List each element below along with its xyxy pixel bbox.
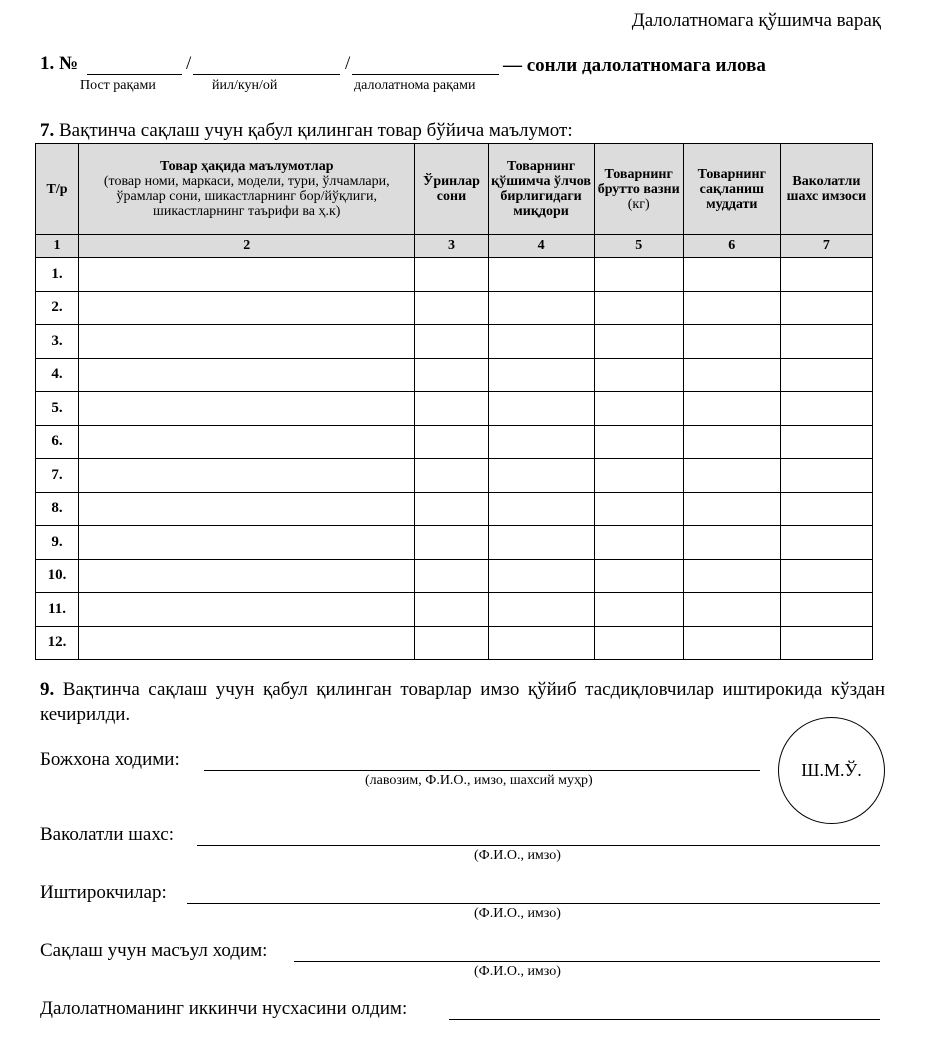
table-cell[interactable] — [683, 492, 780, 526]
separator: / — [345, 53, 351, 74]
col-number: 7 — [780, 235, 872, 258]
col-header-index: Т/р — [36, 144, 79, 235]
col-header-storage-period: Товарнинг сақланиш муддати — [683, 144, 780, 235]
table-cell[interactable] — [683, 325, 780, 359]
row-number: 1. — [36, 258, 79, 292]
table-cell[interactable] — [488, 291, 594, 325]
stamp-text: Ш.М.Ў. — [801, 760, 862, 780]
row-number: 10. — [36, 559, 79, 593]
table-cell[interactable] — [79, 593, 415, 627]
table-cell[interactable] — [415, 526, 488, 560]
table-cell[interactable] — [683, 459, 780, 493]
table-cell[interactable] — [780, 358, 872, 392]
separator: / — [186, 53, 192, 74]
col-header-gross-weight: Товарнинг брутто вазни (кг) — [594, 144, 683, 235]
customs-officer-label: Божхона ходими: — [40, 749, 180, 770]
page-header-title: Далолатномага қўшимча варақ — [631, 10, 881, 31]
table-cell[interactable] — [594, 392, 683, 426]
participants-hint: (Ф.И.О., имзо) — [474, 906, 561, 921]
table-cell[interactable] — [780, 291, 872, 325]
table-cell[interactable] — [683, 392, 780, 426]
row-number: 5. — [36, 392, 79, 426]
participants-label: Иштирокчилар: — [40, 882, 167, 903]
stamp-circle — [778, 717, 885, 824]
table-cell[interactable] — [79, 258, 415, 292]
row-number: 11. — [36, 593, 79, 627]
table-cell[interactable] — [594, 492, 683, 526]
authorized-person-label: Ваколатли шахс: — [40, 824, 175, 845]
table-cell[interactable] — [488, 258, 594, 292]
storage-officer-hint: (Ф.И.О., имзо) — [474, 964, 561, 979]
table-cell[interactable] — [780, 325, 872, 359]
item-number: 1. — [40, 53, 55, 74]
table-cell[interactable] — [79, 492, 415, 526]
section-9-number: 9. — [40, 679, 55, 700]
table-cell[interactable] — [415, 559, 488, 593]
table-cell[interactable] — [415, 626, 488, 660]
column-number-row — [36, 235, 873, 258]
row-number: 12. — [36, 626, 79, 660]
authorized-person-field[interactable] — [197, 845, 880, 846]
table-cell[interactable] — [488, 626, 594, 660]
section-7-text: Вақтинча сақлаш учун қабул қилинган товар бўйича маълумот: — [59, 120, 573, 141]
act-number-hint: далолатнома рақами — [354, 78, 476, 93]
table-cell[interactable] — [415, 459, 488, 493]
table-row — [36, 492, 873, 526]
row-number: 2. — [36, 291, 79, 325]
customs-officer-field[interactable] — [204, 770, 760, 771]
table-row — [36, 258, 873, 292]
table-cell[interactable] — [79, 559, 415, 593]
table-cell[interactable] — [488, 358, 594, 392]
customs-officer-hint: (лавозим, Ф.И.О., имзо, шахсий муҳр) — [365, 773, 593, 788]
table-row — [36, 559, 873, 593]
table-row — [36, 392, 873, 426]
table-cell[interactable] — [683, 358, 780, 392]
table-cell[interactable] — [488, 425, 594, 459]
date-hint: йил/кун/ой — [212, 78, 278, 93]
col-number: 3 — [415, 235, 488, 258]
row-number: 8. — [36, 492, 79, 526]
table-cell[interactable] — [683, 526, 780, 560]
table-cell[interactable] — [415, 425, 488, 459]
table-cell[interactable] — [594, 559, 683, 593]
table-row — [36, 626, 873, 660]
storage-officer-label: Сақлаш учун масъул ходим: — [40, 940, 268, 961]
section-9-text: Вақтинча сақлаш учун қабул қилинган товарлар имзо қўйиб тасдиқловчилар иштирокида кўздан кечирилди. — [40, 679, 886, 725]
row-number: 6. — [36, 425, 79, 459]
col-header-places: Ўринлар сони — [415, 144, 488, 235]
table-cell[interactable] — [415, 593, 488, 627]
table-cell[interactable] — [488, 526, 594, 560]
row-number: 9. — [36, 526, 79, 560]
col-header-signature: Ваколатли шахс имзоси — [780, 144, 872, 235]
table-cell[interactable] — [488, 325, 594, 359]
table-cell[interactable] — [683, 593, 780, 627]
table-cell[interactable] — [780, 626, 872, 660]
act-number-field[interactable] — [352, 74, 499, 75]
table-row — [36, 425, 873, 459]
date-field[interactable] — [193, 74, 340, 75]
authorized-person-hint: (Ф.И.О., имзо) — [474, 848, 561, 863]
table-row — [36, 459, 873, 493]
row-number: 7. — [36, 459, 79, 493]
col-number: 5 — [594, 235, 683, 258]
act-suffix-text: — сонли далолатномага илова — [503, 55, 766, 76]
table-cell[interactable] — [780, 559, 872, 593]
table-cell[interactable] — [683, 425, 780, 459]
table-cell[interactable] — [79, 459, 415, 493]
section-7-number: 7. — [40, 120, 55, 141]
table-cell[interactable] — [488, 392, 594, 426]
table-cell[interactable] — [79, 526, 415, 560]
table-cell[interactable] — [79, 291, 415, 325]
table-cell[interactable] — [594, 459, 683, 493]
row-number: 4. — [36, 358, 79, 392]
table-cell[interactable] — [488, 559, 594, 593]
participants-field[interactable] — [187, 903, 880, 904]
table-cell[interactable] — [488, 492, 594, 526]
table-cell[interactable] — [780, 425, 872, 459]
table-cell[interactable] — [488, 593, 594, 627]
table-cell[interactable] — [415, 392, 488, 426]
table-cell[interactable] — [594, 291, 683, 325]
second-copy-field[interactable] — [449, 1019, 880, 1020]
table-row — [36, 526, 873, 560]
table-cell[interactable] — [594, 593, 683, 627]
table-cell[interactable] — [780, 258, 872, 292]
table-cell[interactable] — [683, 559, 780, 593]
table-cell[interactable] — [594, 358, 683, 392]
table-cell[interactable] — [780, 526, 872, 560]
table-cell[interactable] — [415, 325, 488, 359]
table-cell[interactable] — [415, 358, 488, 392]
col-header-goods-info: Товар ҳақида маълумотлар (товар номи, маркаси, модели, тури, ўлчамлари, ўрамлар сони, шикастларнинг бор/йўқлиги, шикастларнинг таърифи ва ҳ.к) — [79, 144, 415, 235]
col-number: 2 — [79, 235, 415, 258]
post-number-hint: Пост рақами — [80, 78, 156, 93]
table-cell[interactable] — [683, 258, 780, 292]
table-cell[interactable] — [780, 459, 872, 493]
table-cell[interactable] — [415, 258, 488, 292]
table-cell[interactable] — [594, 325, 683, 359]
section-9-paragraph — [40, 677, 885, 727]
storage-officer-field[interactable] — [294, 961, 880, 962]
section-7-heading — [40, 120, 573, 142]
col-header-extra-unit: Товарнинг қўшимча ўлчов бирлигидаги миқдори — [488, 144, 594, 235]
table-cell[interactable] — [79, 425, 415, 459]
col-number: 1 — [36, 235, 79, 258]
number-sign: № — [59, 53, 79, 74]
table-cell[interactable] — [79, 392, 415, 426]
table-cell[interactable] — [780, 492, 872, 526]
table-cell[interactable] — [79, 626, 415, 660]
table-cell[interactable] — [415, 291, 488, 325]
table-cell[interactable] — [594, 526, 683, 560]
col-number: 4 — [488, 235, 594, 258]
table-cell[interactable] — [79, 325, 415, 359]
row-number: 3. — [36, 325, 79, 359]
table-cell[interactable] — [683, 291, 780, 325]
table-header-row — [36, 144, 873, 235]
table-cell[interactable] — [488, 459, 594, 493]
goods-table — [35, 143, 873, 660]
table-cell[interactable] — [683, 626, 780, 660]
table-cell[interactable] — [780, 392, 872, 426]
col-number: 6 — [683, 235, 780, 258]
act-reference-line — [40, 53, 78, 75]
table-cell[interactable] — [415, 492, 488, 526]
table-cell[interactable] — [594, 626, 683, 660]
second-copy-label: Далолатноманинг иккинчи нусхасини олдим: — [40, 998, 408, 1019]
table-cell[interactable] — [79, 358, 415, 392]
table-row — [36, 291, 873, 325]
table-row — [36, 358, 873, 392]
table-row — [36, 325, 873, 359]
table-cell[interactable] — [594, 258, 683, 292]
table-cell[interactable] — [594, 425, 683, 459]
table-row — [36, 593, 873, 627]
post-number-field[interactable] — [87, 74, 182, 75]
table-cell[interactable] — [780, 593, 872, 627]
